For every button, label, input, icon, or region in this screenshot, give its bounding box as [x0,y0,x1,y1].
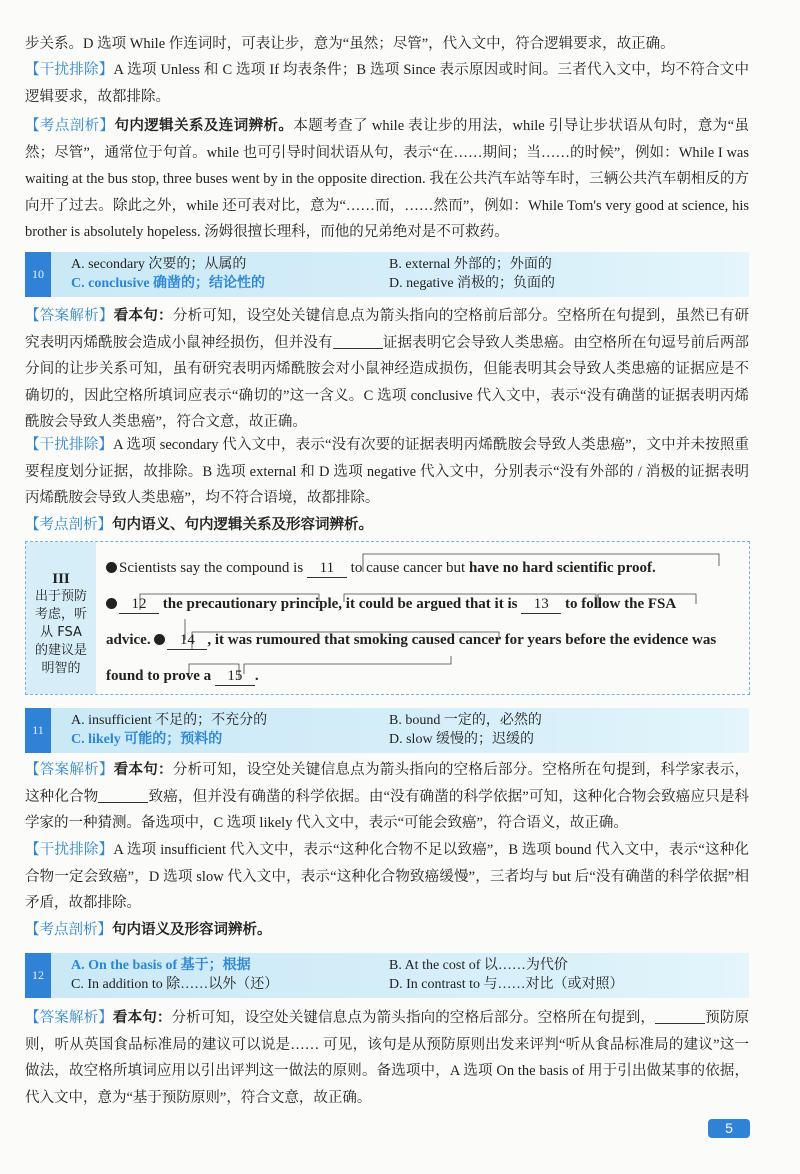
text: 分析可知，设空处关键信息点为箭头指向的空格前后部分。空格所在句提到，虽然已有研究表明丙烯酰胺会造成小鼠神经损伤，但并没有 [25,308,749,351]
text: , it was rumoured that smoking caused cancer for years before the evidence was [207,632,717,648]
distractor-label: 【干扰排除】 [25,62,114,78]
text: 分析可知，设空处关键信息点为箭头指向的空格后部分。空格所在句提到， [171,1010,656,1026]
lead: 看本句： [113,308,173,324]
answer-label: 【答案解析】 [25,308,114,324]
question-number: 10 [25,252,51,297]
answer-paragraph-10 [25,303,749,436]
text: 本题考查了 while 表让步的用法，while 引导让步状语从句时，意为“虽然；尽管”，通常位于句首。while 也可引导时间状语从句，表示“在……期间；当……的时候”，例如：While I was waiting at the bus stop, three buses went by in the opposite direction. 我在公共汽车站等车时，三辆公共汽车朝相反的方向开了过去。除此之外，while 还可表对比，意为“……而，……然而”，例如：While Tom's very good at science, his brother is absolutely hopeless. 汤姆很擅长理科，而他的兄弟绝对是不可救药。 [25,118,749,240]
text: Scientists say the compound is [119,560,304,576]
passage-line [106,560,746,578]
text: 预防原则，听从英国食品标准局的建议可以说是…… 可见，该句是从预防原则出发来评判“听从食品标准局的建议”这一做法，故空格所填词应用以引出评判这一做法的原则。备选项中，A 选项 On the basis of 用于引出做某事的依据，代入文中，意为“基于预防原则”，符合文意，故正确。 [25,1010,750,1106]
options-q11 [25,708,749,753]
text: to cause cancer but [350,560,466,576]
option-a: A. secondary 次要的；从属的 [71,257,247,272]
option-c-correct: C. likely 可能的；预料的 [71,732,223,747]
text: . [254,668,259,684]
passage-line [106,596,746,614]
key-phrase: the precautionary principle, it could be argued that it is [162,596,518,612]
point-label: 【考点剖析】 [25,118,115,134]
blank-14: 14 [167,632,207,650]
lead: 看本句： [112,1010,172,1026]
point-title: 句内逻辑关系及连词辨析。 [114,118,294,134]
distractor-paragraph-10 [25,432,749,512]
blank-12: 12 [119,596,159,614]
distractor-label: 【干扰排除】 [25,437,114,453]
option-b: B. external 外部的；外面的 [389,257,552,272]
key-phrase: have no hard scientific proof. [468,560,656,576]
distractor-paragraph-11 [25,837,749,917]
option-d: D. negative 消极的；负面的 [389,276,556,291]
text: 致癌，但并没有确凿的科学依据。由“没有确凿的科学依据”可知，这种化合物会致癌应只是科学家的一种猜测。备选项中，C 选项 likely 代入文中，表示“可能会致癌”，符合语义，故正确。 [25,788,749,831]
text: 分析可知，设空处关键信息点为箭头指向的空格后部分。空格所在句提到，科学家表示，这种化合物 [25,762,749,805]
blank-11: 11 [307,560,347,578]
point-title: 句内语义及形容词辨析。 [112,922,272,938]
key-phrase: to follow the FSA [564,596,677,612]
options-q12 [25,953,749,998]
point-title: 句内语义、句内逻辑关系及形容词辨析。 [112,517,373,533]
blank-13: 13 [521,596,561,614]
answer-paragraph-12 [25,1005,749,1111]
option-a: A. insufficient 不足的；不充分的 [71,713,268,728]
section-number: III [52,571,70,587]
text: 步关系。D 选项 While 作连词时，可表让步，意为“虽然；尽管”，代入文中，符合逻辑要求，故正确。 [25,36,675,52]
point-paragraph-9 [25,113,749,246]
section-caption: 出于预防考虑，听从 FSA 的建议是明智的 [34,589,87,676]
point-label: 【考点剖析】 [25,922,112,938]
passage-box [25,541,750,695]
text: advice. [106,632,151,648]
blank [98,788,148,803]
lead: 看本句： [113,762,173,778]
option-d: D. In contrast to 与……对比（或对照） [389,977,624,992]
sentence-marker-3 [154,634,165,645]
distractor-paragraph-9 [25,57,749,110]
point-label: 【考点剖析】 [25,517,112,533]
text: A 选项 Unless 和 C 选项 If 均表条件；B 选项 Since 表示原因或时间。三者代入文中，均不符合文中逻辑要求，故都排除。 [25,62,750,105]
answer-label: 【答案解析】 [25,762,114,778]
text: 证据表明它会导致人类患癌。由空格所在句逗号前后两部分间的让步关系可知，虽有研究表明丙烯酰胺会对小鼠神经造成损伤，但能表明其会导致人类患癌的证据应是不确切的，因此空格所填词应表示“确切的”这一含义。C 选项 conclusive 代入文中，表示“没有确凿的证据表明丙烯酰胺会导致人类患癌”，符合文意，故正确。 [25,334,750,430]
text: found to prove a [106,668,212,684]
question-number: 12 [25,953,51,998]
blank [333,334,383,349]
option-c: C. In addition to 除……以外（还） [71,977,279,992]
paragraph-continuation [25,31,749,58]
question-number: 11 [25,708,51,753]
passage-line [106,632,746,650]
answer-paragraph-11 [25,757,749,837]
answer-label: 【答案解析】 [25,1010,113,1026]
sentence-marker-1 [106,562,117,573]
page-number: 5 [708,1119,750,1138]
text: A 选项 insufficient 代入文中，表示“这种化合物不足以致癌”，B 选项 bound 代入文中，表示“这种化合物一定会致癌”，D 选项 slow 代入文中，表示“这种化合物致癌缓慢”，三者均与 but 后“没有确凿的科学依据”相矛盾，故都排除。 [25,842,750,911]
blank-15: 15 [215,668,255,686]
text: A 选项 secondary 代入文中，表示“没有次要的证据表明丙烯酰胺会导致人类患癌”，文中并未按照重要程度划分证据，故排除。B 选项 external 和 D 选项 negative 代入文中，分别表示“没有外部的 / 消极的证据表明丙烯酰胺会导致人类患癌”，均不符合语境，故都排除。 [25,437,749,506]
option-d: D. slow 缓慢的；迟缓的 [389,732,535,747]
option-b: B. At the cost of 以……为代价 [389,958,568,973]
options-q10 [25,252,749,297]
passage-line [106,668,746,686]
option-c-correct: C. conclusive 确凿的；结论性的 [71,276,266,291]
option-a-correct: A. On the basis of 基于；根据 [71,958,251,973]
sentence-marker-2 [106,598,117,609]
point-paragraph-11 [25,917,749,944]
point-paragraph-10 [25,512,749,539]
distractor-label: 【干扰排除】 [25,842,114,858]
blank [655,1009,705,1024]
option-b: B. bound 一定的，必然的 [389,713,542,728]
